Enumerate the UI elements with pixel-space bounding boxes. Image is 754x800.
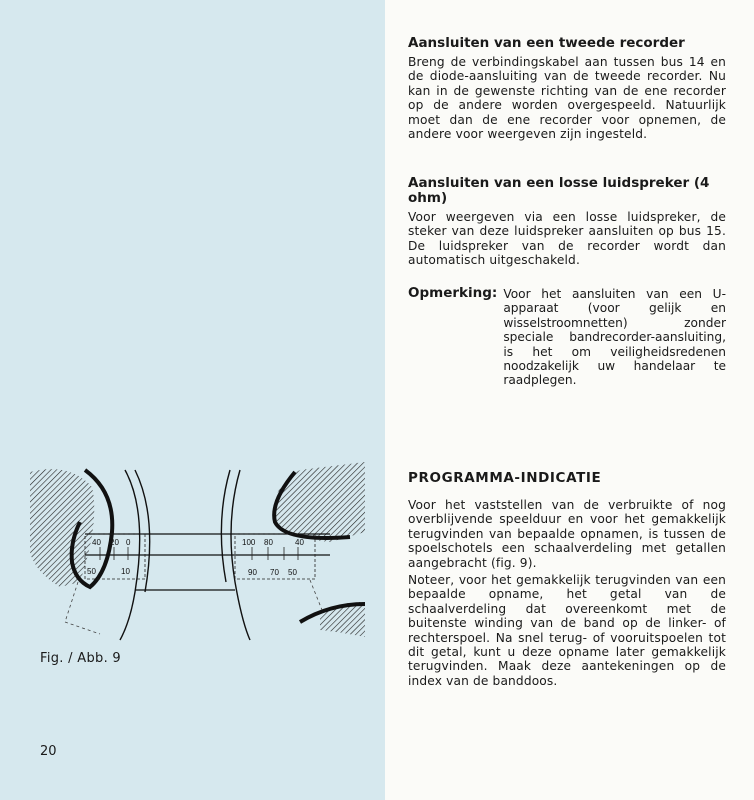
scale-label: 100 [242, 538, 256, 547]
section-title: PROGRAMMA-INDICATIE [408, 470, 602, 486]
section-paragraph: Voor het vaststellen van de verbruikte of nog overblijvende speelduur en voor het gemakkelijk terugvinden van bepaalde opnamen, is tussen de spoelschotels een schaalverdeling met getallen aangebracht (fig. 9). [408, 498, 726, 570]
right-reel-hatching [274, 462, 365, 542]
scale-label: 70 [270, 568, 279, 577]
section-program-indication [408, 470, 726, 688]
scale-label: 50 [288, 568, 297, 577]
scale-label: 90 [248, 568, 257, 577]
note-label: Opmerking: [408, 285, 498, 301]
section-title: Aansluiten van een tweede recorder [408, 35, 685, 51]
scale-label: 0 [126, 538, 131, 547]
scale-label: 80 [264, 538, 273, 547]
figure-caption: Fig. / Abb. 9 [40, 651, 122, 666]
section-paragraph: Breng de verbindingskabel aan tussen bus 14 en de diode-aansluiting van de tweede recorder. Nu kan in de gewenste richting van de ene recorder op de andere worden overgespeeld. Natuurlijk moet dan de ene recorder voor opnemen, de andere voor weergeven zijn ingesteld. [408, 55, 726, 142]
note-block [408, 286, 726, 388]
section-title: Aansluiten van een losse luidspreker (4 ohm) [408, 175, 710, 206]
scale-label: 20 [110, 538, 119, 547]
leader-lines [65, 582, 100, 634]
section-loudspeaker [408, 176, 726, 268]
page-number: 20 [40, 744, 57, 759]
section-second-recorder [408, 36, 726, 141]
scale-label: 40 [295, 538, 304, 547]
left-reel-hatching [30, 469, 94, 587]
scale-label: 50 [87, 567, 96, 576]
scale-label: 40 [92, 538, 101, 547]
section-paragraph: Voor weergeven via een losse luidspreker, de steker van deze luidspreker aansluiten op bus 15. De luidspreker van de recorder wordt dan automatisch uitgeschakeld. [408, 210, 726, 268]
scale-label: 10 [121, 567, 130, 576]
tape-scale-figure [30, 462, 365, 642]
note-text: Voor het aansluiten van een U-apparaat (voor gelijk en wisselstroomnetten) zonder speciale bandrecorder-aansluiting, is het om veiligheidsredenen noodzakelijk uw handelaar te raadplegen. [503, 287, 726, 388]
section-paragraph: Noteer, voor het gemakkelijk terugvinden van een bepaalde opname, het getal van de schaalverdeling dat overeenkomt met de buitenste winding van de band op de linker- of rechterspoel. Na snel terug- of vooruitspoelen tot dit getal, kunt u deze opname later gemakkelijk terugvinden. Maak deze aantekeningen op de index van de banddoos. [408, 573, 726, 688]
tape-reels-diagram [30, 462, 365, 642]
